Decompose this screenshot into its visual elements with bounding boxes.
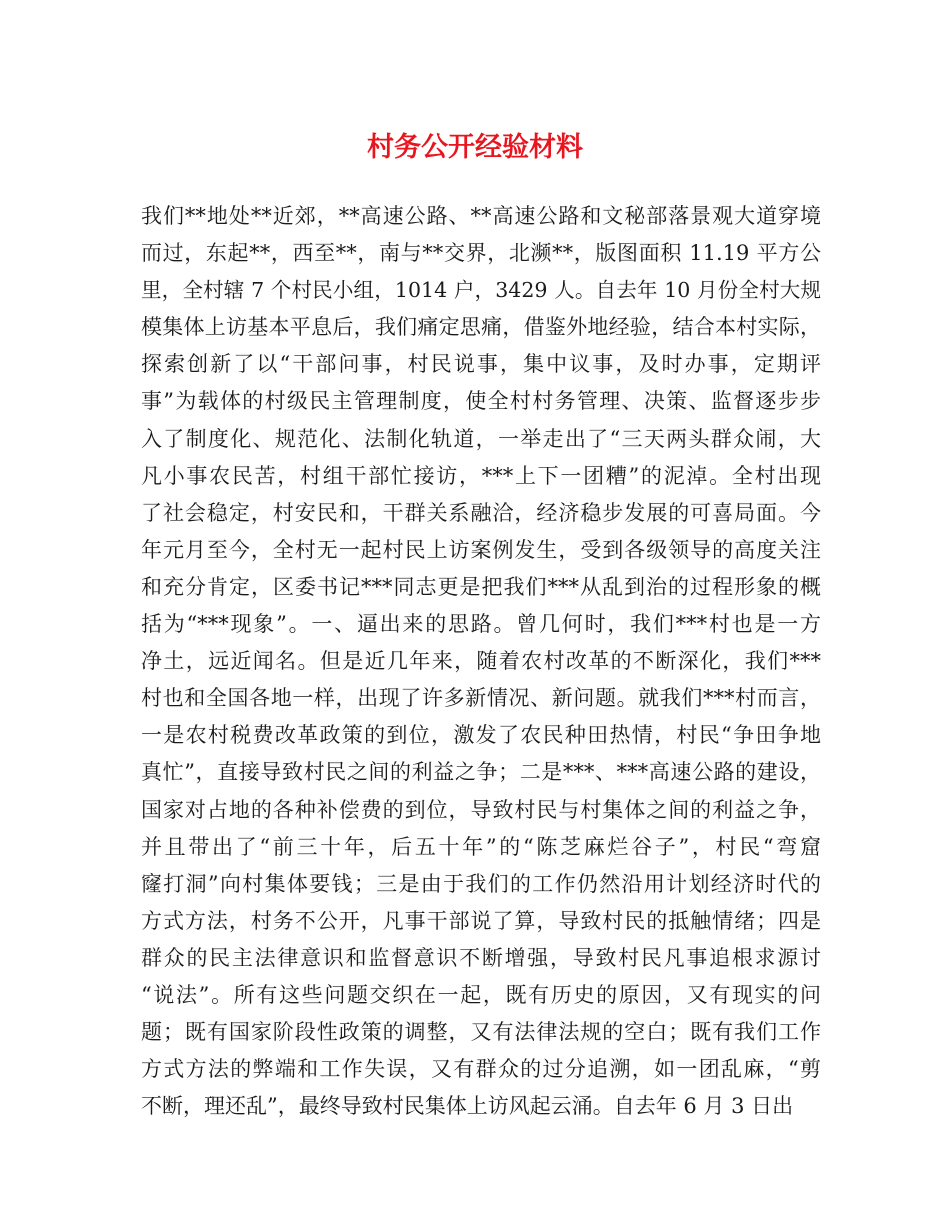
body-line: 我们**地处**近郊，**高速公路、**高速公路和文秘部落景观大道穿境	[141, 204, 821, 228]
body-line: 并且带出了“前三十年，后五十年”的“陈芝麻烂谷子”，村民“弯窟	[141, 834, 821, 859]
body-line: 而过，东起**，西至**，南与**交界，北濒**，版图面积 11.19 平方公	[141, 241, 821, 266]
body-line: 方式方法的弊端和工作失误，又有群众的过分追溯，如一团乱麻，“剪	[141, 1057, 821, 1082]
body-line: 净土，远近闻名。但是近几年来，随着农村改革的不断深化，我们***	[141, 649, 821, 674]
body-line: 不断，理还乱”，最终导致村民集体上访风起云涌。自去年 6 月 3 日出	[141, 1094, 794, 1119]
body-line: “说法”。所有这些问题交织在一起，既有历史的原因，又有现实的问	[141, 982, 821, 1007]
body-line: 括为“***现象”。一、逼出来的思路。曾几何时，我们***村也是一方	[141, 612, 821, 637]
body-line: 一是农村税费改革政策的到位，激发了农民种田热情，村民“争田争地	[141, 723, 821, 748]
body-line: 年元月至今，全村无一起村民上访案例发生，受到各级领导的高度关注	[141, 537, 821, 562]
body-line: 入了制度化、规范化、法制化轨道，一举走出了“三天两头群众闹，大	[141, 426, 821, 451]
body-line: 和充分肯定，区委书记***同志更是把我们***从乱到治的过程形象的概	[141, 574, 821, 599]
body-line: 群众的民主法律意识和监督意识不断增强，导致村民凡事追根求源讨	[141, 945, 821, 970]
body-line: 方式方法，村务不公开，凡事干部说了算，导致村民的抵触情绪；四是	[141, 908, 821, 933]
body-line: 了社会稳定，村安民和，干群关系融洽，经济稳步发展的可喜局面。今	[141, 500, 821, 525]
body-line: 国家对占地的各种补偿费的到位，导致村民与村集体之间的利益之争，	[141, 797, 821, 822]
body-line: 村也和全国各地一样，出现了许多新情况、新问题。就我们***村而言，	[141, 686, 821, 711]
body-line: 探索创新了以“干部问事，村民说事，集中议事，及时办事，定期评	[141, 352, 821, 377]
document-title: 村务公开经验材料	[367, 132, 583, 163]
document-body	[141, 198, 821, 1125]
body-line: 窿打洞”向村集体要钱；三是由于我们的工作仍然沿用计划经济时代的	[141, 871, 821, 896]
body-line: 凡小事农民苦，村组干部忙接访，***上下一团糟”的泥淖。全村出现	[141, 463, 821, 488]
body-line: 模集体上访基本平息后，我们痛定思痛，借鉴外地经验，结合本村实际，	[141, 315, 821, 340]
body-line: 里，全村辖 7 个村民小组，1014 户，3429 人。自去年 10 月份全村大规	[141, 278, 821, 303]
body-line: 事”为载体的村级民主管理制度，使全村村务管理、决策、监督逐步步	[141, 389, 821, 414]
body-line: 题；既有国家阶段性政策的调整，又有法律法规的空白；既有我们工作	[141, 1020, 821, 1045]
body-line: 真忙”，直接导致村民之间的利益之争；二是***、***高速公路的建设，	[141, 760, 821, 785]
